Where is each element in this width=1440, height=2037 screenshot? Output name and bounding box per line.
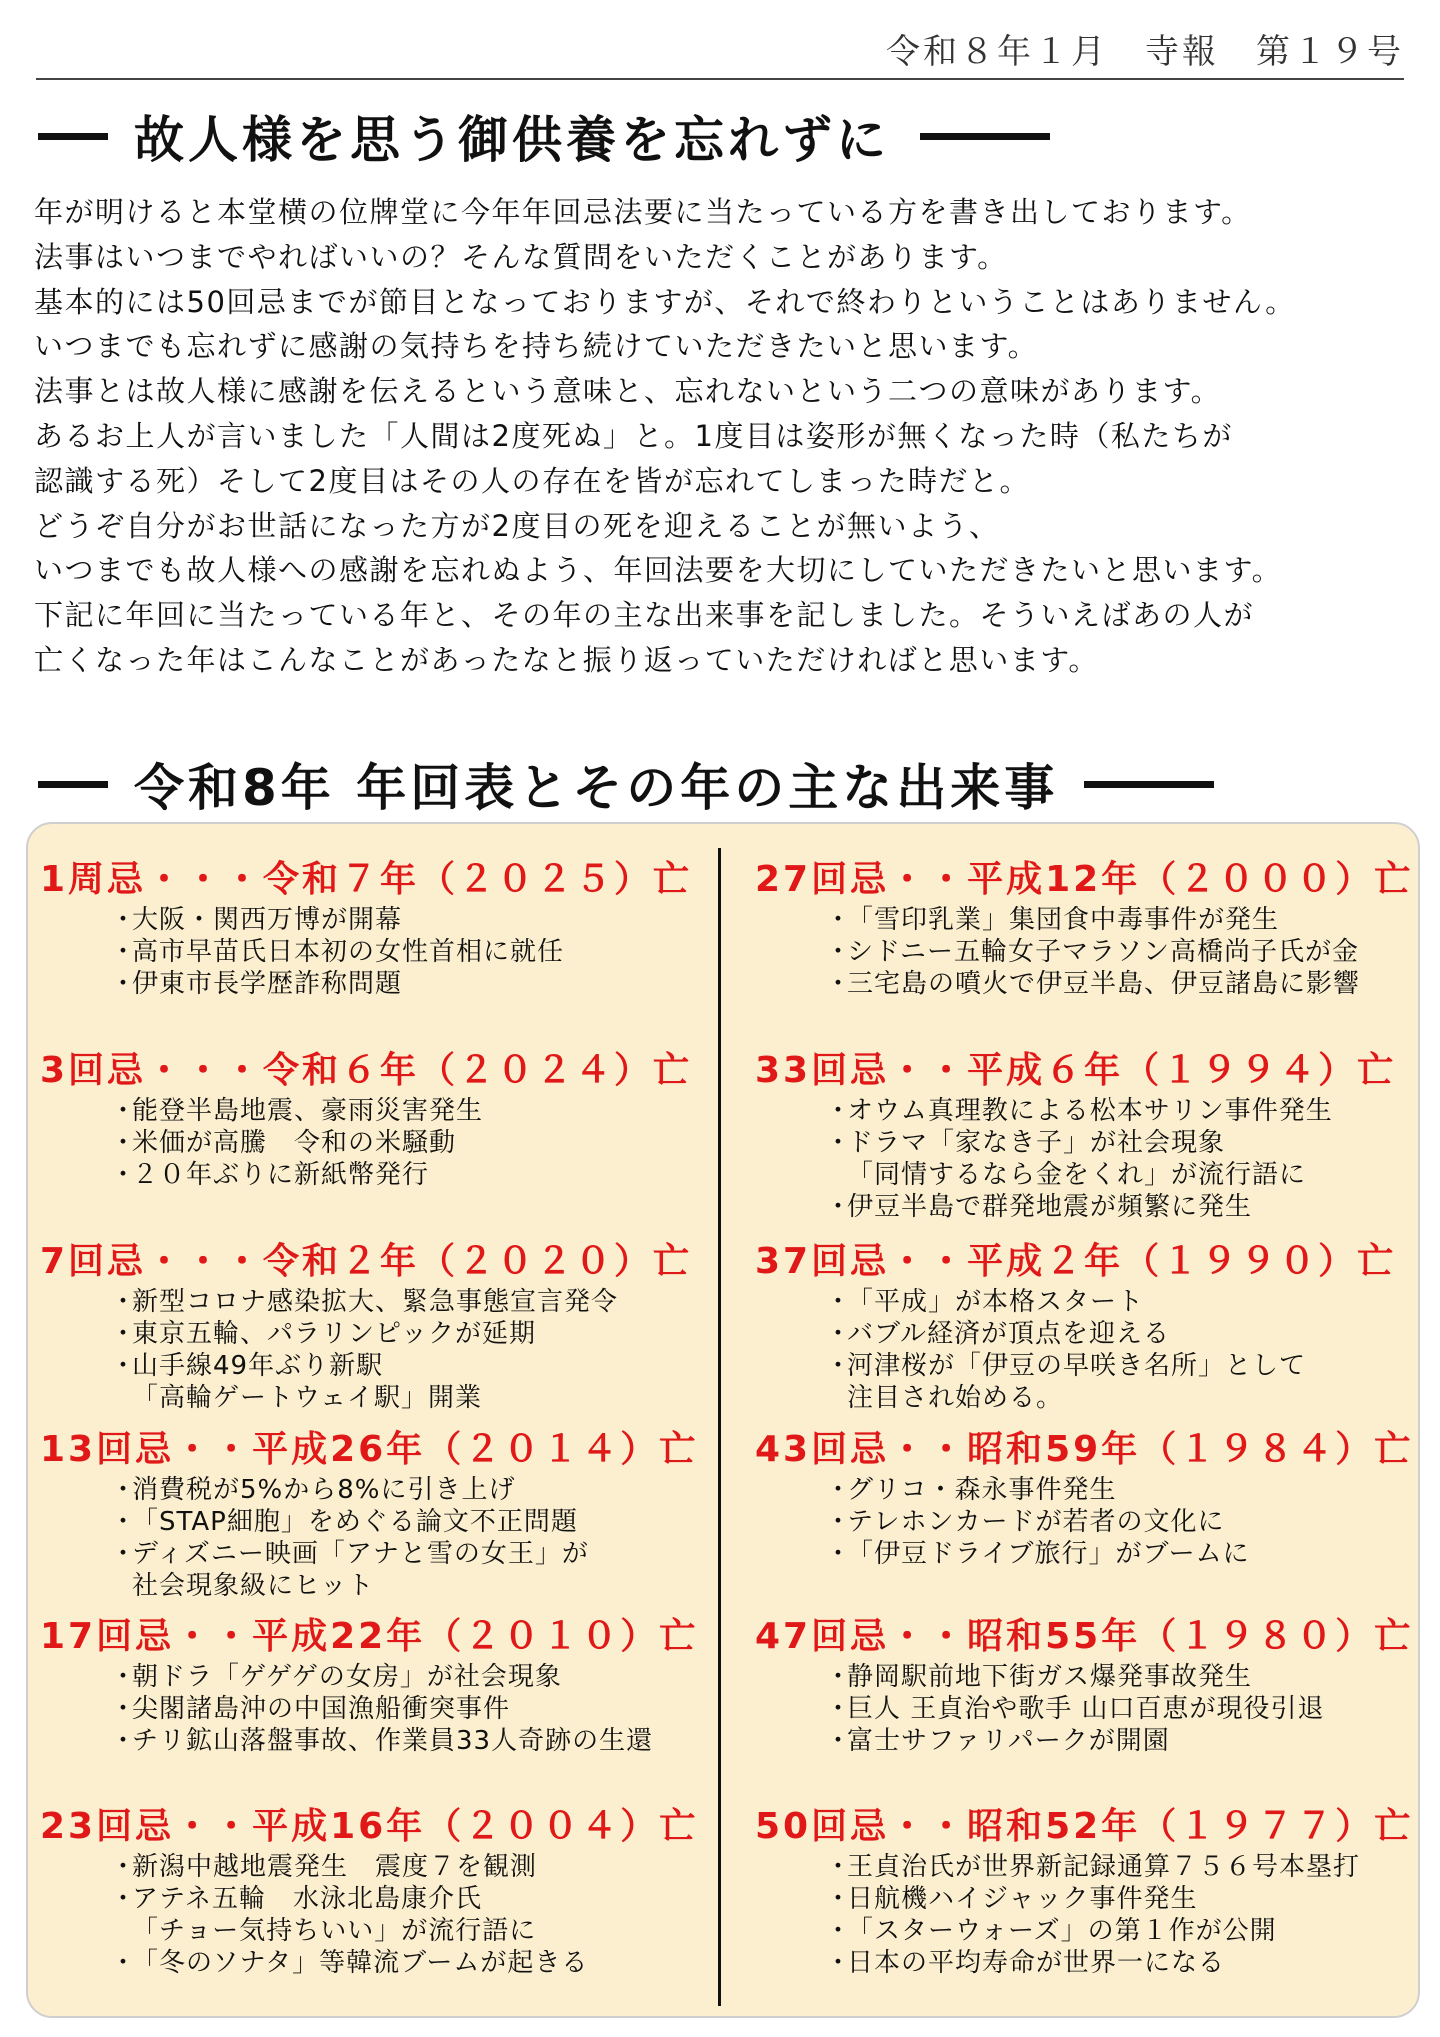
- event-text: ディズニー映画「アナと雪の女王」が: [132, 1539, 589, 1569]
- event-text: アテネ五輪 水泳北島康介氏: [132, 1884, 482, 1914]
- event-item: [825, 1883, 1413, 1915]
- event-item: [110, 1883, 698, 1915]
- event-item: [110, 1851, 698, 1883]
- event-item: [825, 1127, 1396, 1159]
- memorial-entry: [755, 1240, 1396, 1414]
- memorial-entry: [40, 1805, 698, 1979]
- event-text: 「雪印乳業」集団食中毒事件が発生: [847, 905, 1280, 935]
- event-text: 日本の平均寿命が世界一になる: [847, 1948, 1226, 1978]
- event-item: [825, 1693, 1413, 1725]
- event-list: [755, 1661, 1413, 1757]
- intro-paragraph: [34, 190, 1414, 683]
- event-item: [110, 1159, 692, 1191]
- event-text: ２０年ぶりに新紙幣発行: [132, 1160, 430, 1190]
- event-text: チリ鉱山落盤事故、作業員33人奇跡の生還: [132, 1726, 654, 1756]
- bullet-dot: ・: [825, 969, 853, 999]
- bullet-dot: ・: [110, 1319, 138, 1349]
- intro-line: 下記に年回に当たっている年と、その年の主な出来事を記しました。そういえばあの人が: [34, 598, 1255, 633]
- event-item: [110, 1506, 698, 1538]
- bullet-dot: ・: [825, 1948, 853, 1978]
- memorial-entry: [755, 1049, 1396, 1223]
- bullet-dot: ・: [825, 1884, 853, 1914]
- intro-line: 亡くなった年はこんなことがあったなと振り返っていただければと思います。: [34, 642, 1099, 677]
- event-text: 巨人 王貞治や歌手 山口百恵が現役引退: [847, 1694, 1325, 1724]
- bullet-dot: ・: [110, 969, 138, 999]
- event-text: 伊東市長学歴詐称問題: [132, 969, 403, 999]
- event-item: [110, 1095, 692, 1127]
- bullet-dot: ・: [110, 1160, 138, 1190]
- memorial-year-title: 27回忌・・平成12年（２０００）亡: [755, 859, 1414, 900]
- intro-line: 年が明けると本堂横の位牌堂に今年年回忌法要に当たっている方を書き出しております。: [34, 195, 1252, 229]
- memorial-year-title: 17回忌・・平成22年（２０１０）亡: [40, 1616, 699, 1657]
- event-item: [110, 1693, 698, 1725]
- intro-line: 法事はいつまでやればいいの？そんな質問をいただくことがあります。: [34, 239, 1008, 274]
- bullet-dot: ・: [825, 1507, 853, 1537]
- event-text: テレホンカードが若者の文化に: [847, 1507, 1225, 1537]
- bullet-dot: ・: [110, 1726, 138, 1756]
- event-list: [755, 1095, 1396, 1223]
- event-item: [110, 1661, 698, 1693]
- event-text: 伊豆半島で群発地震が頻繁に発生: [847, 1192, 1253, 1222]
- event-text: 「同情するなら金をくれ」が流行語に: [847, 1160, 1307, 1190]
- event-text: 富士サファリパークが開園: [847, 1726, 1170, 1756]
- memorial-year-title: 50回忌・・昭和52年（１９７７）亡: [755, 1806, 1414, 1847]
- heading-bar-left: [38, 133, 108, 140]
- memorial-year-title: 43回忌・・昭和59年（１９８４）亡: [755, 1429, 1414, 1470]
- event-item: [825, 936, 1413, 968]
- memorial-year-title: 23回忌・・平成16年（２００４）亡: [40, 1806, 699, 1847]
- memorial-year-title: 47回忌・・昭和55年（１９８０）亡: [755, 1616, 1414, 1657]
- intro-line: どうぞ自分がお世話になった方が2度目の死を迎えることが無いよう、: [34, 508, 1000, 543]
- event-text: 「高輪ゲートウェイ駅」開業: [132, 1383, 482, 1413]
- bullet-dot: ・: [825, 1128, 853, 1158]
- event-text: 新型コロナ感染拡大、緊急事態宣言発令: [132, 1287, 619, 1317]
- bullet-dot: ・: [825, 1475, 853, 1505]
- event-item: [825, 1915, 1413, 1947]
- event-text: 日航機ハイジャック事件発生: [847, 1884, 1198, 1914]
- event-list: [40, 1661, 698, 1757]
- bullet-dot: ・: [825, 1096, 853, 1126]
- bullet-dot: ・: [825, 1287, 853, 1317]
- bullet-dot: ・: [110, 1507, 138, 1537]
- event-text: 高市早苗氏日本初の女性首相に就任: [132, 937, 565, 967]
- event-list: [755, 1474, 1413, 1570]
- event-item: [825, 1095, 1396, 1127]
- intro-line: 法事とは故人様に感謝を伝えるという意味と、忘れないという二つの意味があります。: [34, 374, 1222, 409]
- event-list: [40, 1474, 698, 1602]
- memorial-year-title: 1周忌・・・令和７年（２０２５）亡: [40, 859, 693, 900]
- memorial-year-title: 3回忌・・・令和６年（２０２４）亡: [40, 1050, 693, 1091]
- event-item: [110, 1127, 692, 1159]
- event-text: 新潟中越地震発生 震度７を観測: [132, 1852, 538, 1882]
- memorial-entry: [755, 1805, 1413, 1979]
- bullet-dot: ・: [110, 937, 138, 967]
- bullet-dot: ・: [825, 1694, 853, 1724]
- memorial-entry: [40, 858, 692, 1000]
- event-text: 朝ドラ「ゲゲゲの女房」が社会現象: [132, 1662, 562, 1692]
- bullet-dot: ・: [825, 1319, 853, 1349]
- event-text: ドラマ「家なき子」が社会現象: [847, 1128, 1226, 1158]
- event-text: 「スターウォーズ」の第１作が公開: [847, 1916, 1277, 1946]
- event-text: 米価が高騰 令和の米騒動: [132, 1128, 457, 1158]
- header-rule: [36, 78, 1404, 80]
- event-item: [825, 1474, 1413, 1506]
- event-text: 「チョー気持ちいい」が流行語に: [132, 1916, 537, 1946]
- event-item: [825, 904, 1413, 936]
- event-item: [110, 1474, 698, 1506]
- bullet-dot: ・: [110, 1475, 138, 1505]
- memorial-year-title: 37回忌・・平成２年（１９９０）亡: [755, 1241, 1397, 1282]
- event-text: 王貞治氏が世界新記録通算７５６号本塁打: [847, 1852, 1361, 1882]
- event-list: [755, 1286, 1396, 1414]
- intro-line: 基本的には50回忌までが節目となっておりますが、それで終わりということはありません。: [34, 284, 1296, 319]
- bullet-dot: ・: [825, 1662, 853, 1692]
- event-item: [825, 1725, 1413, 1757]
- heading-bar-left: [38, 781, 108, 788]
- intro-line: あるお上人が言いました「人間は2度死ぬ」と。1度目は姿形が無くなった時（私たちが: [34, 418, 1233, 453]
- event-list: [755, 1851, 1413, 1979]
- memorial-entry: [755, 1428, 1413, 1570]
- event-text: 「伊豆ドライブ旅行」がブームに: [847, 1539, 1250, 1569]
- section1-heading: [38, 100, 1050, 172]
- event-item: [825, 1350, 1396, 1382]
- bullet-dot: ・: [110, 1694, 138, 1724]
- bullet-dot: ・: [825, 1916, 853, 1946]
- bullet-dot: ・: [110, 1351, 138, 1381]
- event-item: [110, 1915, 698, 1947]
- intro-line: いつまでも故人様への感謝を忘れぬよう、年回法要を大切にしていただきたいと思います。: [34, 553, 1283, 588]
- event-item: [110, 1947, 698, 1979]
- bullet-dot: ・: [825, 937, 853, 967]
- intro-line: いつまでも忘れずに感謝の気持ちを持ち続けていただきたいと思います。: [34, 329, 1039, 364]
- bullet-dot: ・: [825, 1852, 853, 1882]
- event-item: [825, 1851, 1413, 1883]
- bullet-dot: ・: [110, 1128, 138, 1158]
- event-text: 注目され始める。: [847, 1383, 1064, 1413]
- event-text: 大阪・関西万博が開幕: [132, 905, 403, 935]
- event-text: 「平成」が本格スタート: [847, 1287, 1145, 1317]
- event-list: [40, 904, 692, 1000]
- event-item: [110, 968, 692, 1000]
- event-item: [110, 1538, 698, 1570]
- event-item: [825, 1538, 1413, 1570]
- event-text: 消費税が5%から8%に引き上げ: [132, 1475, 516, 1505]
- event-item: [110, 936, 692, 968]
- event-text: シドニー五輪女子マラソン高橋尚子氏が金: [847, 937, 1359, 967]
- event-item: [825, 1191, 1396, 1223]
- event-item: [110, 1350, 692, 1382]
- bullet-dot: ・: [110, 1287, 138, 1317]
- event-text: グリコ・森永事件発生: [847, 1475, 1117, 1505]
- event-text: 社会現象級にヒット: [132, 1571, 375, 1601]
- event-list: [40, 1286, 692, 1414]
- event-item: [825, 1286, 1396, 1318]
- event-item: [110, 1382, 692, 1414]
- event-text: 山手線49年ぶり新駅: [132, 1351, 384, 1381]
- event-item: [825, 1947, 1413, 1979]
- memorial-entry: [755, 1615, 1413, 1757]
- section2-title: 令和8年 年回表とその年の主な出来事: [134, 759, 1059, 817]
- bullet-dot: ・: [825, 1351, 853, 1381]
- event-item: [825, 1506, 1413, 1538]
- event-item: [110, 1318, 692, 1350]
- event-list: [755, 904, 1413, 1000]
- event-item: [825, 1661, 1413, 1693]
- bullet-dot: ・: [110, 1096, 138, 1126]
- event-text: オウム真理教による松本サリン事件発生: [847, 1096, 1333, 1126]
- heading-bar-right: [1084, 781, 1214, 788]
- bullet-dot: ・: [110, 1539, 138, 1569]
- memorial-year-title: 33回忌・・平成６年（１９９４）亡: [755, 1050, 1397, 1091]
- memorial-entry: [40, 1240, 692, 1414]
- event-item: [110, 1725, 698, 1757]
- event-text: 尖閣諸島沖の中国漁船衝突事件: [132, 1694, 511, 1724]
- event-text: 河津桜が「伊豆の早咲き名所」として: [847, 1351, 1307, 1381]
- bullet-dot: ・: [825, 905, 853, 935]
- memorial-entry: [40, 1615, 698, 1757]
- memorial-year-title: 7回忌・・・令和２年（２０２０）亡: [40, 1241, 693, 1282]
- intro-line: 認識する死）そして2度目はその人の存在を皆が忘れてしまった時だと。: [34, 463, 1030, 498]
- bullet-dot: ・: [825, 1539, 853, 1569]
- event-item: [825, 1318, 1396, 1350]
- event-item: [110, 1570, 698, 1602]
- bullet-dot: ・: [825, 1192, 853, 1222]
- section2-heading: [38, 748, 1214, 820]
- event-item: [825, 1159, 1396, 1191]
- memorial-entry: [40, 1428, 698, 1602]
- event-item: [825, 968, 1413, 1000]
- memorial-entry: [755, 858, 1413, 1000]
- event-text: 三宅島の噴火で伊豆半島、伊豆諸島に影響: [847, 969, 1361, 999]
- bullet-dot: ・: [110, 1884, 138, 1914]
- event-text: 「冬のソナタ」等韓流ブームが起きる: [132, 1948, 589, 1978]
- event-list: [40, 1095, 692, 1191]
- bullet-dot: ・: [825, 1726, 853, 1756]
- event-text: 能登半島地震、豪雨災害発生: [132, 1096, 484, 1126]
- event-text: 「STAP細胞」をめぐる論文不正問題: [132, 1507, 578, 1537]
- event-text: バブル経済が頂点を迎える: [847, 1319, 1170, 1349]
- event-text: 東京五輪、パラリンピックが延期: [132, 1319, 536, 1349]
- bullet-dot: ・: [110, 905, 138, 935]
- memorial-year-title: 13回忌・・平成26年（２０１４）亡: [40, 1429, 699, 1470]
- bullet-dot: ・: [110, 1662, 138, 1692]
- event-item: [110, 1286, 692, 1318]
- bullet-dot: ・: [110, 1852, 138, 1882]
- event-text: 静岡駅前地下街ガス爆発事故発生: [847, 1662, 1253, 1692]
- event-item: [110, 904, 692, 936]
- issue-header: 令和８年１月 寺報 第１９号: [886, 32, 1404, 72]
- bullet-dot: ・: [110, 1948, 138, 1978]
- section1-title: 故人様を思う御供養を忘れずに: [134, 111, 890, 169]
- event-item: [825, 1382, 1396, 1414]
- column-divider: [718, 848, 721, 2006]
- event-list: [40, 1851, 698, 1979]
- heading-bar-right: [920, 133, 1050, 140]
- memorial-entry: [40, 1049, 692, 1191]
